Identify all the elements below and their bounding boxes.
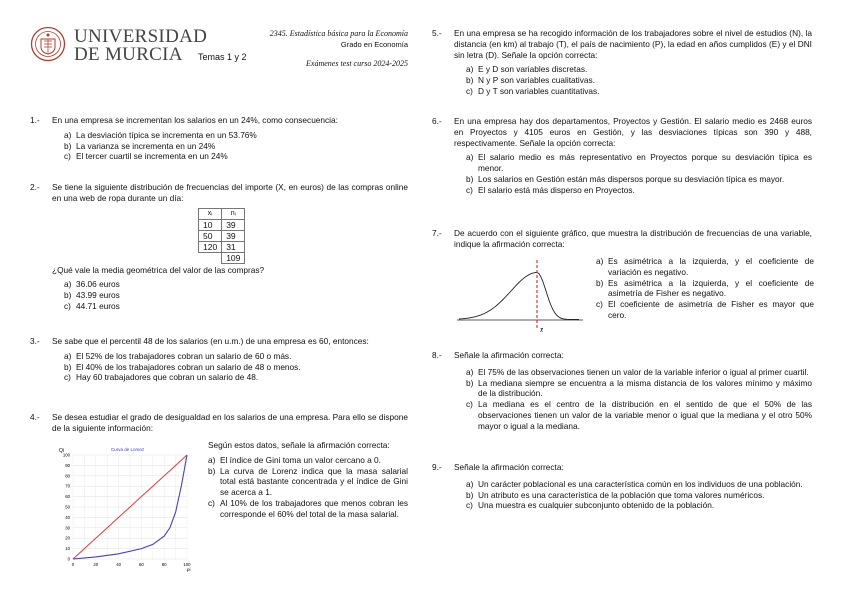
y-tick-label: 20 [65,535,70,541]
question-stem: Señale la afirmación correcta: [454,462,564,472]
question-number: 6.- [432,116,442,126]
question-7-options [596,256,814,321]
question-prompt: ¿Qué vale la media geométrica del valor de las compras? [52,264,265,275]
question-number: 7.- [432,228,442,238]
x-tick-label: 60 [139,562,144,567]
option-a: a) El salario medio es más representativo en Proyectos porque su desviación típica es menor. [466,152,812,174]
option-a: a) Es asimétrica a la izquierda, y el coeficiente de variación es negativo. [596,256,814,277]
question-stem: En una empresa hay dos departamentos, Proyectos y Gestión. El salario medio es 2468 euros en Proyectos y 4105 euros en Gestión, y las desviaciones típicas son 390 y 488, respectivamente. Señale la opción correcta: [454,116,812,148]
question-number: 3.- [30,336,40,346]
degree-name: Grado en Economía [340,40,408,49]
question-number: 8.- [432,350,442,360]
option-a: a) El 75% de las observaciones tienen un valor de la variable inferior o igual al primer cuartil. [466,366,809,377]
options [64,130,408,162]
option-c: c) El salario está más disperso en Proyectos. [466,184,635,195]
table-row: 10 39 [199,219,245,230]
question-number: 9.- [432,462,442,472]
university-name: UNIVERSIDAD DE MURCIA [74,26,208,65]
option-a: a) La desviación típica se incrementa en un 53.76% [64,129,257,140]
x-tick-label: 20 [93,562,99,567]
table-row: 120 31 [199,241,245,252]
question-stem: De acuerdo con el siguiente gráfico, que muestra la distribución de frecuencias de una variable, indique la afirmación correcta: [454,228,812,249]
lorenz-curve-chart [55,443,200,573]
question-6 [432,116,812,195]
table-row: 50 39 [199,230,245,241]
density-chart [455,256,585,336]
chart-xlabel: pi [187,567,191,572]
question-stem: Se desea estudiar el grado de desigualdad en los salarios de una empresa. Para ello se dispone de la siguiente información: [52,412,408,433]
y-tick-label: 0 [67,556,70,562]
question-9 [432,462,812,511]
option-b: b) La mediana siempre se encuentra a la misma distancia de los valores mínimo y máximo de la distribución. [466,377,812,399]
y-tick-label: 40 [65,514,70,520]
option-b: b) La varianza se incrementa en un 24% [64,140,216,151]
question-number: 1.- [30,115,40,125]
y-tick-label: 10 [65,546,70,552]
y-tick-label: 100 [62,452,70,458]
x-tick-label: 100 [183,562,191,567]
option-c: c) D y T son variables cuantitativas. [466,85,600,96]
y-tick-label: 90 [65,462,70,468]
question-8 [432,350,812,431]
question-4-side [208,440,408,519]
y-tick-label: 70 [65,483,70,489]
option-b: b) Es asimétrica a la izquierda, y el coeficiente de asimetría de Fisher es negativo. [596,277,814,299]
x-tick-label: 0 [71,562,75,567]
question-7 [432,228,812,250]
question-2 [30,182,408,312]
y-tick-label: 60 [65,494,70,500]
question-1 [30,115,408,162]
question-number: 2.- [30,182,40,192]
option-b: b) Los salarios en Gestión están más dispersos porque su desviación típica es mayor. [466,173,785,184]
question-number: 5.- [432,28,442,38]
option-c: c) Hay 60 trabajadores que cobran un salario de 48. [64,372,259,383]
table-total-row: 109 [199,252,245,263]
options [64,279,408,311]
question-stem: Se tiene la siguiente distribución de frecuencias del importe (X, en euros) de las compras online en una web de ropa durante un día: [52,182,408,203]
course-title: 2345. Estadística básica para la Economía [269,29,408,38]
option-c: c) Al 10% de los trabajadores que menos cobran les corresponde el 60% del total de la masa salarial. [208,497,408,519]
option-a: a) 36.06 euros [64,279,120,290]
university-crest-logo [30,26,66,62]
question-prompt: Según estos datos, señale la afirmación correcta: [208,440,390,450]
y-tick-label: 30 [65,525,70,531]
question-stem: En una empresa se ha recogido información de los trabajadores sobre el nivel de estudios (N), la distancia (en km) al trabajo (T), el país de nacimiento (P), la edad en años cumplidos (E) y el DNI sin letra (D). Señale la opción correcta: [454,28,812,60]
chart-title: Curva de Lorenz [111,447,145,452]
option-a: a) E y D son variables discretas. [466,64,588,75]
option-a: a) Un carácter poblacional es una característica común en los individuos de una población. [466,478,803,489]
options [466,367,812,432]
option-c: c) 44.71 euros [64,300,120,311]
option-a: a) El 52% de los trabajadores cobran un salario de 60 o más. [64,350,292,361]
option-c: c) Una muestra es cualquier subconjunto obtenido de la población. [466,500,715,511]
option-b: b) Un atributo es una característica de la población que toma valores numéricos. [466,489,765,500]
question-4 [30,412,408,434]
option-a: a) El índice de Gini toma un valor cercano a 0. [208,454,381,465]
course-header [240,28,408,69]
y-tick-label: 50 [65,504,70,510]
options [466,64,812,96]
chart-ylabel: Qi [59,448,64,454]
option-b: b) La curva de Lorenz indica que la masa salarial total está bastante concentrada y el índice de Gini se acerca a 1. [208,465,408,498]
options [208,455,408,520]
x-tick-label: 40 [116,562,121,567]
option-c: c) El coeficiente de asimetría de Fisher es mayor que cero. [596,299,814,320]
option-c: c) El tercer cuartil se incrementa en un 24% [64,151,228,162]
y-tick-label: 80 [65,473,70,479]
options [466,479,812,511]
option-b: b) 43.99 euros [64,290,120,301]
question-stem: Señale la afirmación correcta: [454,350,564,360]
option-b: b) N y P son variables cualitativas. [466,75,595,86]
options [64,351,408,383]
mean-label: x̄ [540,326,544,334]
x-tick-label: 80 [161,562,167,567]
frequency-table: xᵢ nᵢ 10 39 50 39 120 31 109 [198,208,245,264]
question-stem: Se sabe que el percentil 48 de los salarios (en u.m.) de una empresa es 60, entonces: [52,336,369,346]
question-stem: En una empresa se incrementan los salarios en un 24%, como consecuencia: [52,115,338,125]
question-number: 4.- [30,412,40,422]
question-3 [30,336,408,383]
question-5 [432,28,812,97]
option-c: c) La mediana es el centro de la distribución en el sentido de que el 50% de las observaciones tienen un valor de la variable menor o igual que la mediana y el otro 50% mayor o igual a la mediana. [466,399,812,431]
density-curve-line [459,273,579,320]
options [466,152,812,195]
exam-title: Exámenes test curso 2024-2025 [306,59,408,68]
option-b: b) El 40% de los trabajadores cobran un salario de 48 o menos. [64,361,301,372]
topics-label: Temas 1 y 2 [198,52,247,62]
